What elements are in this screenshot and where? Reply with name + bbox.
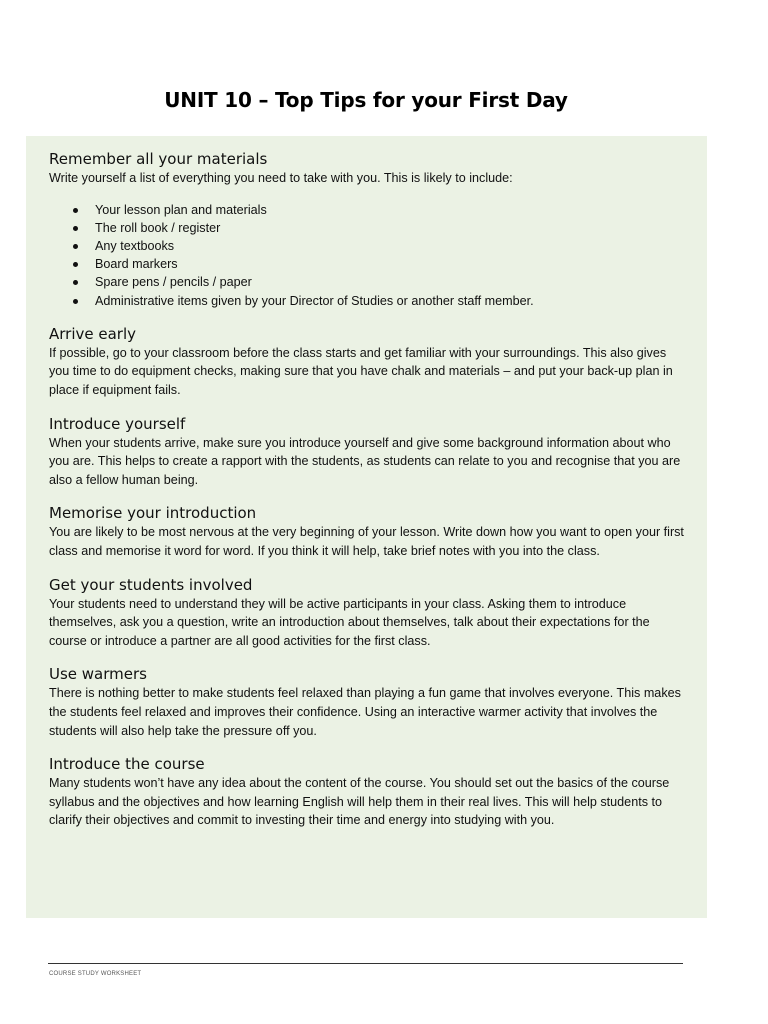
- footer-divider: [48, 963, 683, 964]
- footer-label: COURSE STUDY WORKSHEET: [49, 971, 142, 977]
- bullet-icon: [73, 226, 78, 231]
- list-item: [49, 273, 689, 291]
- bullet-icon: [73, 208, 78, 213]
- list-item-text: Any textbooks: [95, 239, 175, 253]
- section-body: You are likely to be most nervous at the very beginning of your lesson. Write down how you want to open your first class and memorise it word for word. If you think it will help, take brief notes with you into the class.: [49, 525, 684, 558]
- bullet-icon: [73, 299, 78, 304]
- list-item-text: Board markers: [95, 257, 178, 272]
- section-introduce-yourself: [49, 414, 689, 490]
- list-item: [49, 292, 689, 310]
- section-use-warmers: [49, 664, 689, 740]
- bullet-icon: [73, 262, 78, 267]
- list-item: [49, 219, 689, 237]
- materials-list: [49, 201, 689, 310]
- section-heading: Memorise your introduction: [49, 504, 257, 523]
- list-item: [49, 237, 689, 255]
- list-item: [49, 255, 689, 273]
- tips-content: [49, 149, 689, 844]
- section-body: Write yourself a list of everything you need to take with you. This is likely to include:: [49, 171, 513, 185]
- bullet-icon: [73, 244, 78, 249]
- bullet-icon: [73, 280, 78, 285]
- section-students-involved: [49, 575, 689, 651]
- section-heading: Arrive early: [49, 324, 137, 343]
- section-heading: Introduce yourself: [49, 414, 186, 433]
- section-memorise-introduction: [49, 503, 689, 560]
- section-introduce-course: [49, 754, 689, 830]
- section-body: Your students need to understand they will be active participants in your class. Asking them to introduce themselves, ask you a question, write an introduction about themselves, talk about their expectations for the course or introduce a partner are all good activities for the first class.: [49, 596, 650, 648]
- section-heading: Use warmers: [49, 665, 147, 684]
- section-remember-materials: [49, 149, 689, 310]
- list-item-text: Your lesson plan and materials: [95, 202, 267, 217]
- list-item-text: Spare pens / pencils / paper: [95, 275, 252, 290]
- list-item-text: The roll book / register: [95, 220, 221, 235]
- section-heading: Remember all your materials: [49, 150, 268, 168]
- section-heading: Get your students involved: [49, 575, 253, 594]
- section-body: When your students arrive, make sure you introduce yourself and give some background information about who you are. This helps to create a rapport with the students, as students can relate to you and recognise that you are also a fellow human being.: [49, 435, 681, 487]
- section-body: Many students won’t have any idea about the content of the course. You should set out the basics of the course syllabus and the objectives and how learning English will help them in their real lives. This will help students to clarify their objectives and commit to investing their time and energy into studying with you.: [49, 776, 670, 828]
- list-item: [49, 201, 689, 219]
- section-heading: Introduce the course: [49, 755, 205, 774]
- tips-panel: [26, 136, 707, 918]
- section-body: There is nothing better to make students feel relaxed than playing a fun game that involves everyone. This makes the students feel relaxed and improves their confidence. Using an interactive warmer activity that involves the students will also help take the pressure off you.: [49, 686, 681, 738]
- page-title: UNIT 10 – Top Tips for your First Day: [164, 88, 568, 112]
- section-body: If possible, go to your classroom before the class starts and get familiar with your surroundings. This also gives you time to do equipment checks, making sure that you have chalk and materials – and put your back-up plan in place if equipment fails.: [49, 345, 673, 397]
- section-arrive-early: [49, 324, 689, 400]
- list-item-text: Administrative items given by your Director of Studies or another staff member.: [95, 293, 534, 308]
